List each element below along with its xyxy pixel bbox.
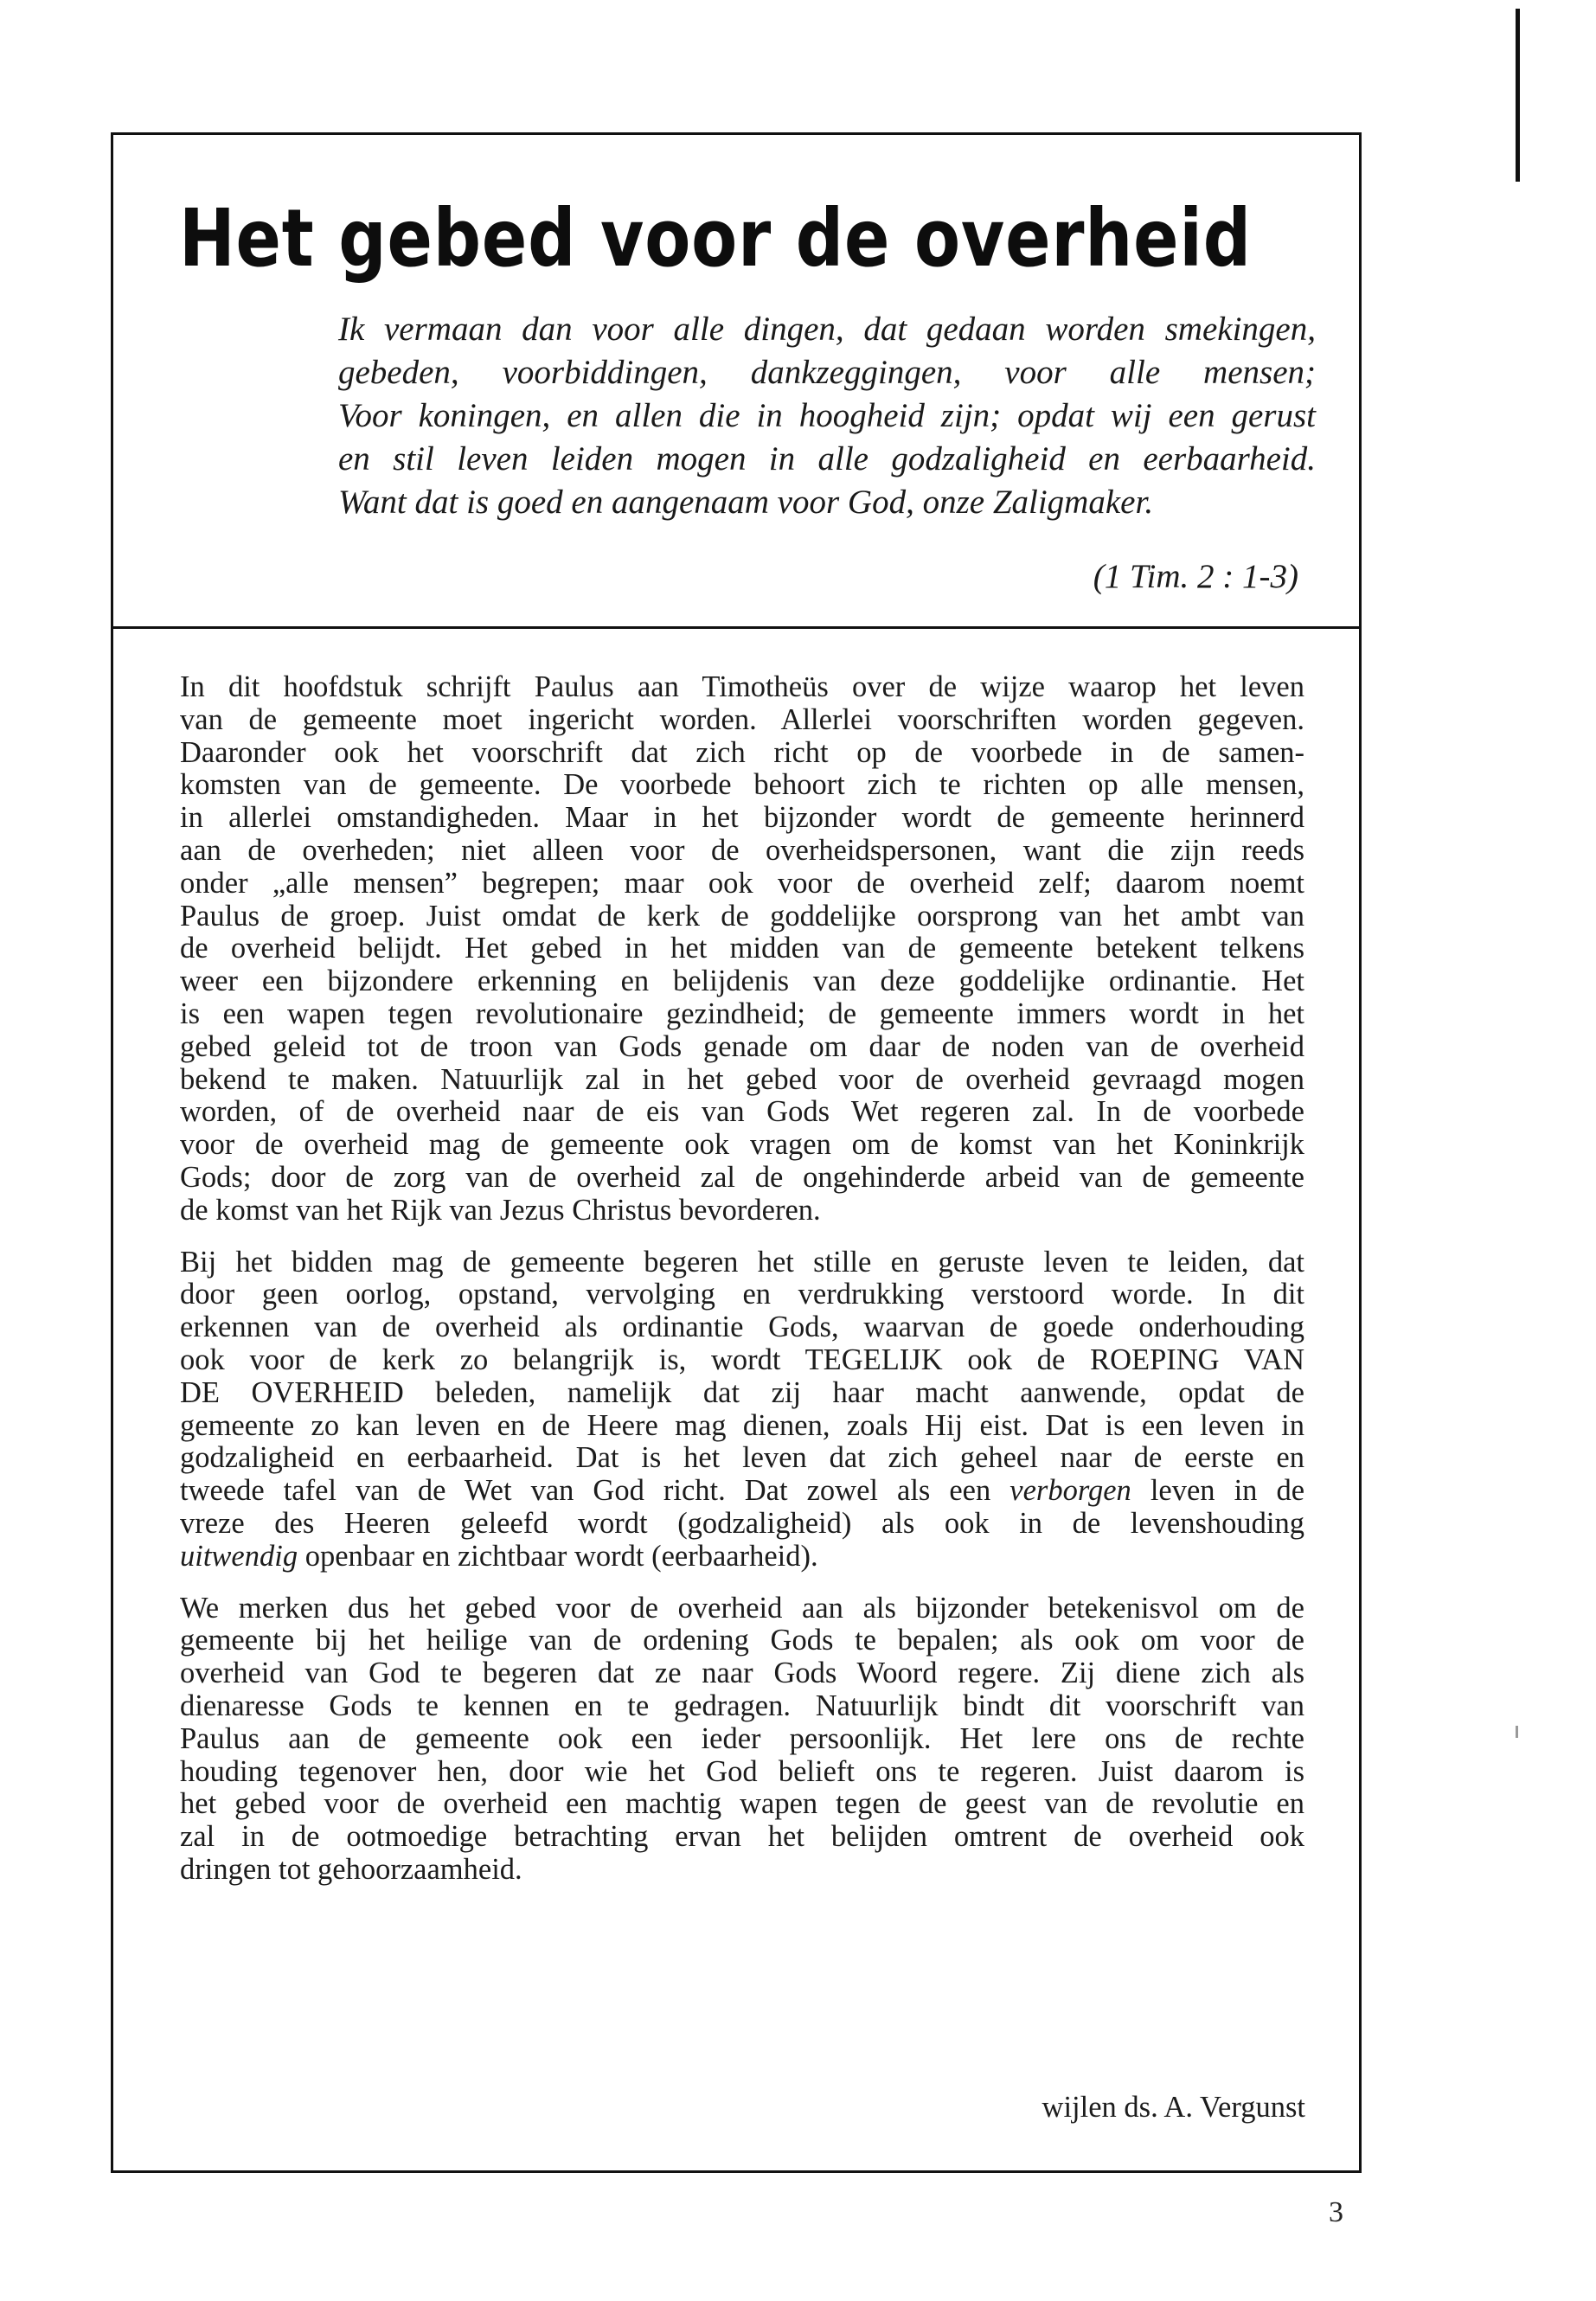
text-line: worden, of de overheid naar de eis van Gods Wet regeren zal. In de voorbede — [180, 1095, 1304, 1129]
text-line: bekend te maken. Natuurlijk zal in het gebed voor de overheid gevraagd mogen — [180, 1062, 1304, 1096]
text-line: In dit hoofdstuk schrijft Paulus aan Timotheüs over de wijze waarop het leven — [180, 670, 1304, 703]
quote-line: Voor koningen, en allen die in hoogheid zijn; opdat wij een gerust — [338, 397, 1316, 434]
header-box — [113, 135, 1359, 629]
text-line — [180, 1475, 1304, 1508]
quote-line: en stil leven leiden mogen in alle godzaligheid en eerbaarheid. — [338, 440, 1316, 478]
text-segment: leven in de — [1131, 1474, 1305, 1508]
quote-line: gebeden, voorbiddingen, dankzeggingen, voor alle mensen; — [338, 354, 1316, 391]
text-line: Paulus aan de gemeente ook een ieder persoonlijk. Het lere ons de rechte — [180, 1721, 1304, 1755]
paragraph-2 — [180, 1247, 1304, 1574]
text-line: erkennen van de overheid als ordinantie Gods, waarvan de goede onderhouding — [180, 1311, 1304, 1344]
paragraph-3 — [180, 1593, 1304, 1887]
text-line: door geen oorlog, opstand, vervolging en verdrukking verstoord worde. In dit — [180, 1278, 1304, 1311]
text-line: houding tegenover hen, door wie het God belieft ons te regeren. Juist daarom is — [180, 1754, 1304, 1788]
text-line: ook voor de kerk zo belangrijk is, wordt TEGELIJK ook de ROEPING VAN — [180, 1343, 1304, 1376]
text-line: vreze des Heeren geleefd wordt (godzaligheid) als ook in de levenshouding — [180, 1506, 1304, 1540]
emphasis-uitwendig: uitwendig — [180, 1539, 298, 1573]
text-line: voor de overheid mag de gemeente ook vragen om de komst van het Koninkrijk — [180, 1128, 1304, 1162]
text-line: godzaligheid en eerbaarheid. Dat is het leven dat zich geheel naar de eerste en — [180, 1441, 1304, 1475]
quote-line: Ik vermaan dan voor alle dingen, dat gedaan worden smekingen, — [338, 311, 1316, 348]
text-line: gemeente bij het heilige van de ordening Gods te bepalen; als ook om voor de — [180, 1624, 1304, 1657]
text-line: overheid van God te begeren dat ze naar Gods Woord regere. Zij diene zich als — [180, 1657, 1304, 1690]
text-line: gemeente zo kan leven en de Heere mag dienen, zoals Hij eist. Dat is een leven in — [180, 1408, 1304, 1442]
page-edge-rule — [1516, 9, 1520, 182]
quote-line: Want dat is goed en aangenaam voor God, onze Zaligmaker. — [338, 484, 1154, 521]
text-line: Bij het bidden mag de gemeente begeren het stille en geruste leven te leiden, dat — [180, 1245, 1304, 1279]
text-line: weer een bijzondere erkenning en belijdenis van deze goddelijke ordinantie. Het — [180, 965, 1304, 998]
page-number: 3 — [1329, 2196, 1343, 2228]
text-line: Paulus de groep. Juist omdat de kerk de goddelijke oorsprong van het ambt van — [180, 899, 1304, 933]
text-line: gebed geleid tot de troon van Gods genade om daar de noden van de overheid — [180, 1029, 1304, 1063]
text-line: is een wapen tegen revolutionaire gezindheid; de gemeente immers wordt in het — [180, 997, 1304, 1030]
text-line: We merken dus het gebed voor de overheid aan als bijzonder betekenisvol om de — [180, 1591, 1304, 1625]
emphasis-verborgen: verborgen — [1010, 1474, 1131, 1508]
scan-mark — [1516, 1726, 1518, 1738]
text-line: zal in de ootmoedige betrachting ervan het belijden omtrent de overheid ook — [180, 1820, 1304, 1854]
text-line: Daaronder ook het voorschrift dat zich richt op de voorbede in de samen- — [180, 735, 1304, 769]
text-line: dienaresse Gods te kennen en te gedragen. Natuurlijk bindt dit voorschrift van — [180, 1689, 1304, 1722]
text-line: komsten van de gemeente. De voorbede behoort zich te richten op alle mensen, — [180, 768, 1304, 802]
text-line: de komst van het Rijk van Jezus Christus bevorderen. — [180, 1193, 821, 1227]
scripture-quote — [338, 308, 1316, 524]
text-line: aan de overheden; niet alleen voor de overheidspersonen, want die zijn reeds — [180, 833, 1304, 867]
text-line: de overheid belijdt. Het gebed in het midden van de gemeente betekent telkens — [180, 932, 1304, 965]
text-line: Gods; door de zorg van de overheid zal de ongehinderde arbeid van de gemeente — [180, 1160, 1304, 1194]
text-line: onder „alle mensen” begrepen; maar ook voor de overheid zelf; daarom noemt — [180, 866, 1304, 900]
text-line — [180, 1541, 1304, 1574]
text-line: DE OVERHEID beleden, namelijk dat zij haar macht aanwende, opdat de — [180, 1375, 1304, 1409]
author-signature: wijlen ds. A. Vergunst — [1042, 2091, 1305, 2124]
text-segment: tweede tafel van de Wet van God richt. Dat zowel als een — [180, 1474, 991, 1508]
text-segment: openbaar en zichtbaar wordt (eerbaarheid). — [298, 1539, 818, 1573]
scripture-reference: (1 Tim. 2 : 1-3) — [1093, 558, 1298, 595]
text-line: het gebed voor de overheid een machtig wapen tegen de geest van de revolutie en — [180, 1787, 1304, 1821]
paragraph-1 — [180, 671, 1304, 1227]
text-line: dringen tot gehoorzaamheid. — [180, 1852, 522, 1886]
article-title: Het gebed voor de overheid — [179, 192, 1252, 285]
article-frame — [111, 132, 1362, 2173]
text-line: van de gemeente moet ingericht worden. Allerlei voorschriften worden gegeven. — [180, 702, 1304, 736]
text-line: in allerlei omstandigheden. Maar in het bijzonder wordt de gemeente herinnerd — [180, 801, 1304, 835]
article-body — [180, 671, 1304, 1906]
